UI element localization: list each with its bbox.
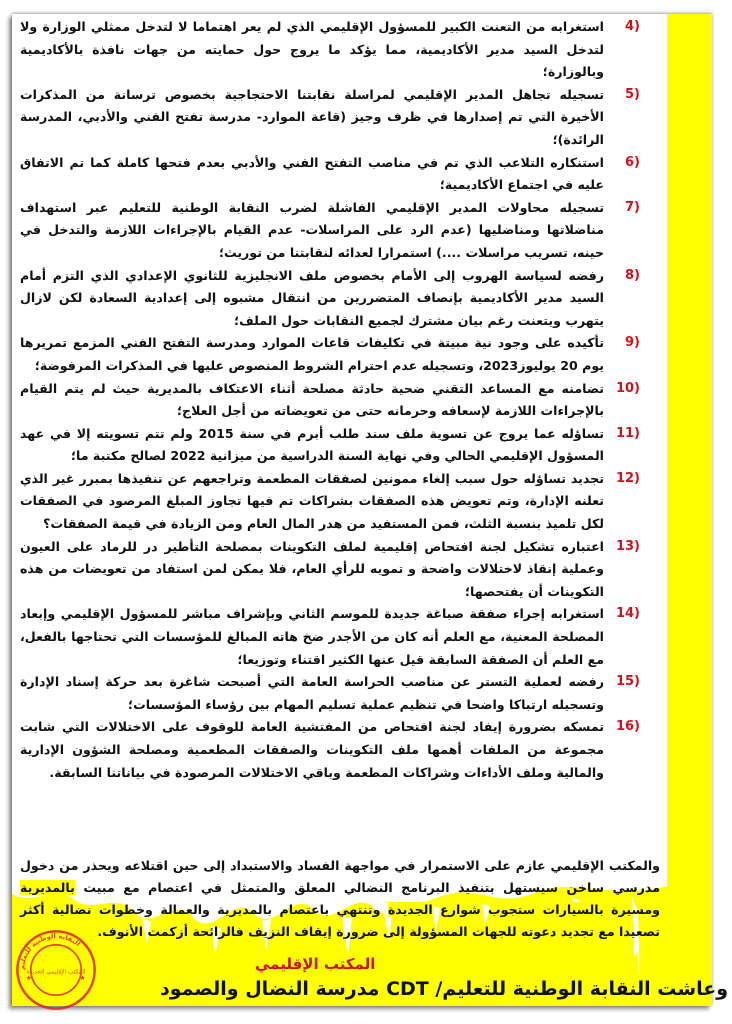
item-text: استغرابه إجراء صفقة صباغة جديدة للموسم الثاني وبإشراف مباشر للمسؤول الإقليمي وإبعاد المصلحة المعنية، مع العلم أنه كان من الأجدر ضخ هاته المبالغ للمؤسسات التي تحتاجها بالفعل، مع العلم أن الصفقة السابقة قيل عنها الكثير اقتناء وتوزيعا؛ — [20, 606, 604, 667]
item-text: تسجيله محاولات المدير الإقليمي الفاشلة لضرب النقابة الوطنية للتعليم عبر استهداف مناضلاتها ومناضليها (عدم الرد على المراسلات- عدم القيام بالإجراءات اللازمة والتدخل في حينه، تسريب مراسلات ....) استمرارا لعدائه لنقابتنا من توريث؛ — [20, 199, 604, 260]
item-text: رفضه لسياسة الهروب إلى الأمام بخصوص ملف الانجليزية للثانوي الإعدادي الذي التزم أمام السيد مدير الأكاديمية بإنصاف المتضررين من انتقال مشبوه إلى إعدادية السعادة لكن لازال يتهرب ويتعنت رغم بيان مشترك لجميع النقابات حول الملف؛ — [20, 267, 604, 328]
closing-paragraph — [20, 855, 660, 943]
item-number: 7) — [625, 199, 640, 215]
closing-text: وتنتهي باعتصام بالمديرية والعمالة وخطوات نضالية أكثر تصعيدا مع — [20, 902, 660, 939]
stamp-star-icon: ★ — [25, 974, 32, 983]
item-number: 14) — [615, 606, 640, 622]
stamp-outer-text: النقابة الوطنية للتعليم — [17, 932, 82, 971]
slogan: وعاشت النقابة الوطنية للتعليم/ CDT مدرسة النضال والصمود — [160, 978, 729, 1000]
closing-text: ومسيرة — [603, 902, 660, 917]
highlighted-word: الجديدة — [387, 902, 433, 917]
item-number: 4) — [625, 19, 640, 34]
list-item — [20, 468, 640, 536]
item-text: تسجيله تجاهل المدير الإقليمي لمراسلة نقابتنا الاحتجاجية بخصوص ترسانة من المذكرات الأخيرة التي تم إصدارها في ظرف وجيز (قاعة الموارد- مدرسة تفتح الفني والأدبي، المدرسة الرائدة)؛ — [20, 86, 604, 147]
item-number: 5) — [625, 86, 640, 102]
item-number: 6) — [625, 154, 640, 170]
list-item — [20, 378, 640, 423]
item-number: 9) — [625, 335, 640, 351]
stamp-star-icon: ★ — [79, 974, 86, 983]
list-item — [20, 265, 640, 333]
item-text: تأكيده على وجود نية مبيتة في تكليفات قاعات الموارد ومدرسة التفتح الفني المزمع تمريرها يوم 20 يوليوز2023، وتسجيله عدم احترام الشروط المنصوص عليها في المذكرات المرفوضة؛ — [20, 335, 604, 373]
item-text: تجديد تساؤله حول سبب إلغاء ممونين لصفقات المطعمة وتراجعهم عن تنفيذها بمبرر غير الذي تعلنه الإدارة، وتم تعويض هذه الصفقات بشراكات تم فيها تجاوز المبلغ المرصود في الصفقات لكل تلميذ بنسبة الثلث، فمن المستفيد من هدر المال العام ومن الزيادة في قيمة الصفقات؟ — [20, 470, 604, 532]
item-number: 16) — [615, 719, 640, 735]
item-text: تساؤله عما يروج عن تسوية ملف سند طلب أبرم في سنة 2015 ولم تتم تسويته إلا في عهد المسؤول الإقليمي الحالي وفي نهاية السنة الدراسية من ميزانية 2022 لصالح مكتبة ما؛ — [20, 425, 604, 464]
office-stamp-icon — [14, 928, 98, 1012]
item-text: رفضه لعملية التستر عن مناصب الحراسة العامة التي أصبحت شاغرة بعد حركة إسناد الإدارة وتسجيله ارتباكا واضحا في تنظيم عملية تسليم المهام بين رؤساء المؤسسات؛ — [20, 674, 604, 712]
item-text: استنكاره التلاعب الذي تم في مناصب التفتح الفني والأدبي بعدم فتحها كاملة كما تم الاتفاق عليه في اجتماع الأكاديمية؛ — [20, 154, 604, 193]
closing-text: والمكتب الإقليمي عازم على الاستمرار في مواجهة الفساد والاستبداد إلى حين اقتلاعه ويحذر من دخول مدرسي ساخن سيستهل بتنفيذ البرنامج النضالي المعلق والمتمثل في اعتصام مع مبيت — [20, 858, 660, 895]
item-text: استغرابه من التعنت الكبير للمسؤول الإقليمي الذي لم يعر اهتماما لا لتدخل ممثلي الوزارة ولا لتدخل السيد مدير الأكاديمية، مما يؤكد ما يروج حول حمايته من جهات نافذة بالأكاديمية وبالوزارة؛ — [20, 19, 604, 80]
item-number: 12) — [615, 470, 640, 486]
highlighted-word: تجديد — [560, 924, 594, 939]
list-item — [20, 152, 640, 197]
demands-list — [20, 16, 640, 784]
list-item — [20, 332, 640, 377]
list-item — [20, 536, 640, 604]
closing-text: دعوته للجهات المسؤولة إلى ضرورة إيقاف النزيف فالرائحة أزكمت الأنوف. — [97, 924, 561, 939]
item-number: 11) — [615, 425, 640, 441]
list-item — [20, 603, 640, 671]
highlighted-word: بالسيارات — [542, 902, 604, 917]
highlighted-word: بالمديرية — [20, 880, 75, 895]
list-item — [20, 16, 640, 84]
item-number: 10) — [615, 380, 640, 396]
signature-label: المكتب الإقليمي — [255, 955, 376, 973]
list-item — [20, 716, 640, 784]
list-item — [20, 423, 640, 468]
item-text: تضامنه مع المساعد التقني ضحية حادثة مصلحة أثناء الاعتكاف بالمديرية حيث لم يتم القيام بالإجراءات اللازمة لإسعافه وحرمانه حتى من تعويضاته من أجل العلاج؛ — [20, 380, 604, 419]
item-number: 8) — [625, 267, 640, 283]
stamp-inner-text: المكتب الإقليمي الجديدة — [26, 969, 86, 976]
list-item — [20, 84, 640, 152]
item-text: اعتباره تشكيل لجنة افتحاص إقليمية لملف التكوينات بمصلحة التأطير در للرماد على العيون وعملية إنقاذ لاختلالات واضحة و تمويه للرأي العام، فلا يمكن لمن استفاد من تعويضات من هذه التكوينات أن يفتحصها؛ — [20, 538, 604, 599]
item-number: 15) — [615, 674, 640, 690]
list-item — [20, 671, 640, 716]
item-number: 13) — [615, 538, 640, 554]
closing-text: ستجوب شوارع — [432, 902, 543, 917]
list-item — [20, 197, 640, 265]
item-text: تمسكه بضرورة إيفاد لجنة افتحاص من المفتشية العامة للوقوف على الاختلالات التي شابت مجموعة من الملفات أهمها ملف التكوينات والصفقات المطعمية ومصلحة الشؤون الإدارية والمالية وملف الأداءات وشراكات المطعمة وباقي الاختلالات المرصودة في بياناتنا السابقة. — [20, 719, 604, 780]
